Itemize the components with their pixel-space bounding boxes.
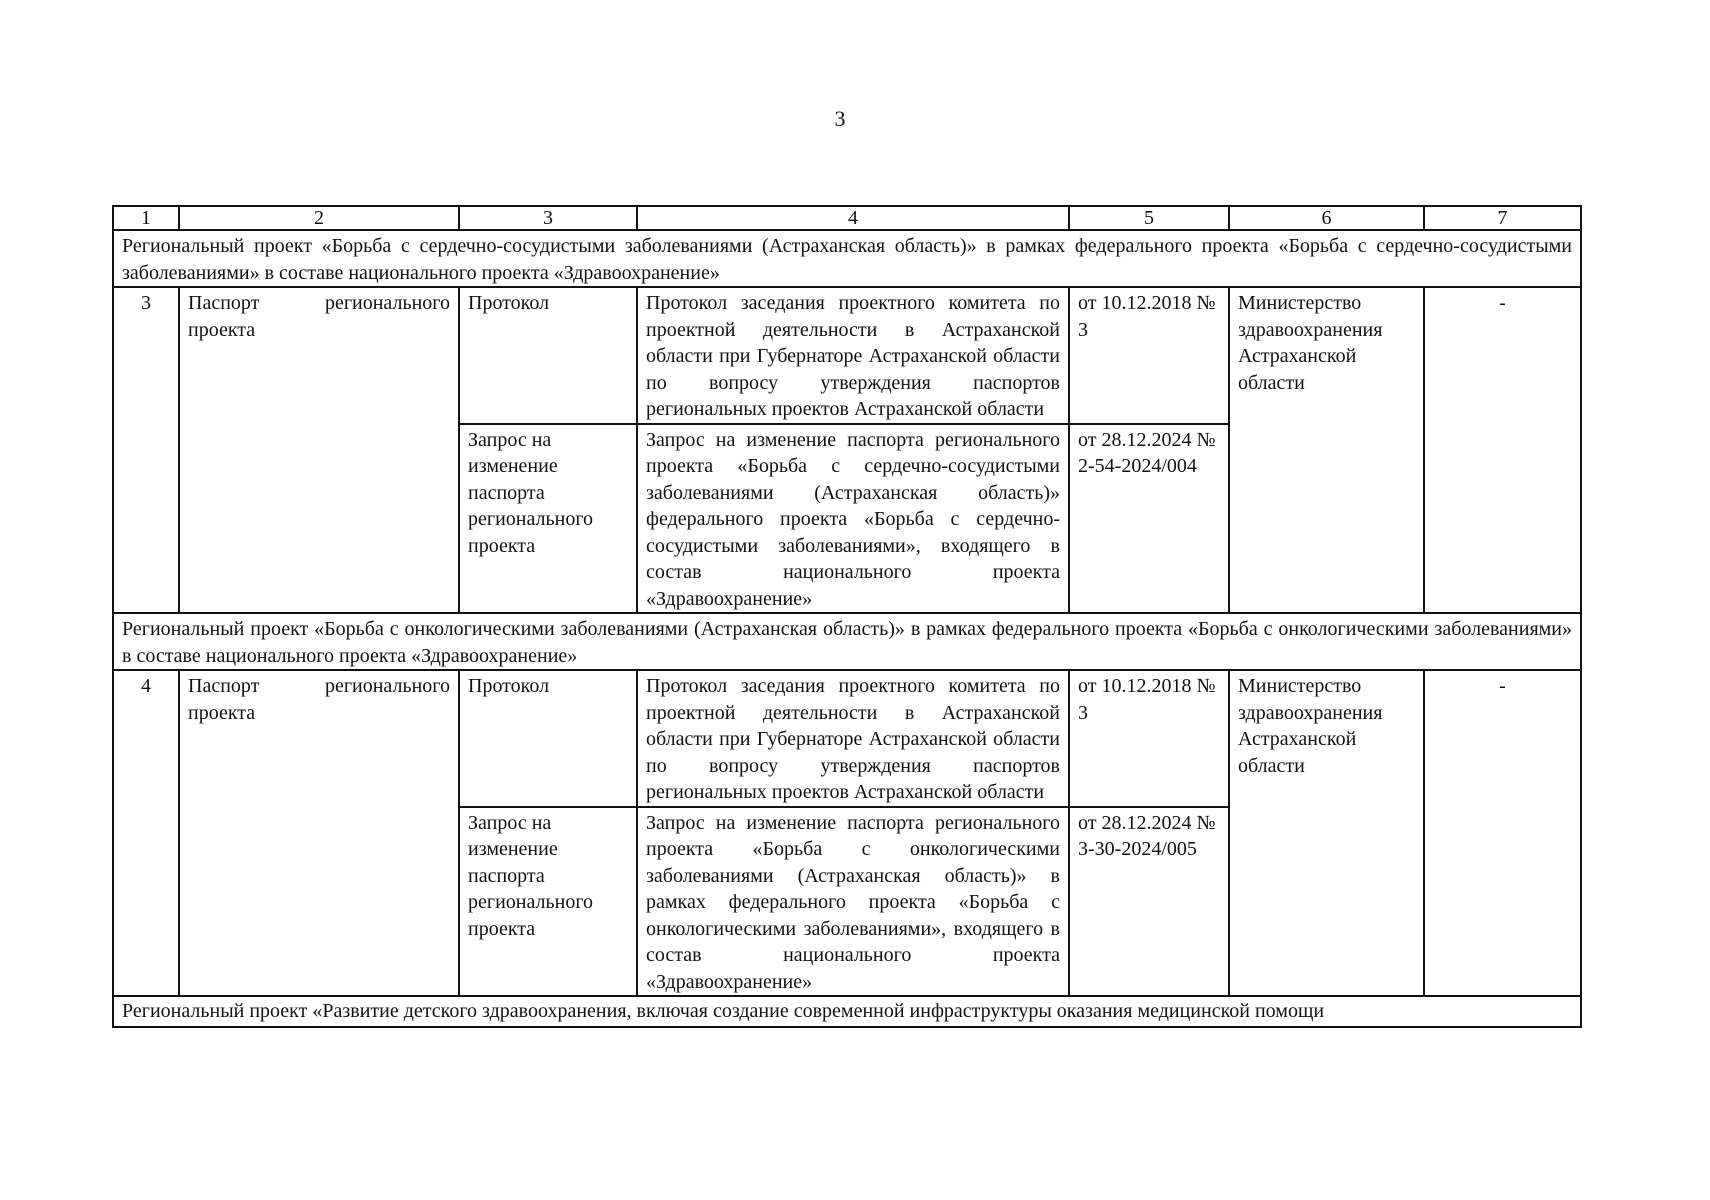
section-row <box>113 613 1581 670</box>
section-title: Региональный проект «Борьба с сердечно-сосудистыми заболеваниями (Астраханская область)» в рамках федерального проекта «Борьба с сердечно-сосудистыми заболеваниями» в составе национального проекта «Здравоохранение» <box>113 230 1581 287</box>
column-7-value: - <box>1424 287 1581 613</box>
section-title: Региональный проект «Борьба с онкологическими заболеваниями (Астраханская область)» в рамках федерального проекта «Борьба с онкологическими заболеваниями» в составе национального проекта «Здравоохранение» <box>113 613 1581 670</box>
document-description: Запрос на изменение паспорта регионального проекта «Борьба с онкологическими заболеваниями (Астраханская область)» в рамках федерального проекта «Борьба с онкологическими заболеваниями», входящего в состав национального проекта «Здравоохранение» <box>637 807 1069 997</box>
documents-table <box>112 205 1582 1028</box>
document-date: от 10.12.2018 № 3 <box>1069 287 1229 424</box>
document-type: Протокол <box>459 287 637 424</box>
responsible-organization: Министерство здравоохранения Астраханской области <box>1229 287 1424 613</box>
document-date: от 28.12.2024 № 3-30-2024/005 <box>1069 807 1229 997</box>
document-name: Паспорт регионального проекта <box>179 670 459 996</box>
document-date: от 10.12.2018 № 3 <box>1069 670 1229 807</box>
document-description: Протокол заседания проектного комитета по проектной деятельности в Астраханской области при Губернаторе Астраханской области по вопросу утверждения паспортов региональных проектов Астраханской области <box>637 287 1069 424</box>
document-description: Протокол заседания проектного комитета по проектной деятельности в Астраханской области при Губернаторе Астраханской области по вопросу утверждения паспортов региональных проектов Астраханской области <box>637 670 1069 807</box>
document-type: Запрос на изменение паспорта регионального проекта <box>459 424 637 614</box>
column-header: 5 <box>1069 206 1229 230</box>
row-number: 3 <box>113 287 179 613</box>
column-7-value: - <box>1424 670 1581 996</box>
table-row <box>113 287 1581 424</box>
row-number: 4 <box>113 670 179 996</box>
page-number: 3 <box>834 106 846 131</box>
column-header: 2 <box>179 206 459 230</box>
document-type: Протокол <box>459 670 637 807</box>
document-type: Запрос на изменение паспорта регионального проекта <box>459 807 637 997</box>
column-header: 6 <box>1229 206 1424 230</box>
document-name: Паспорт регионального проекта <box>179 287 459 613</box>
document-date: от 28.12.2024 № 2-54-2024/004 <box>1069 424 1229 614</box>
section-title: Региональный проект «Развитие детского здравоохранения, включая создание современной инфраструктуры оказания медицинской помощи <box>113 996 1581 1027</box>
section-row <box>113 230 1581 287</box>
column-header: 1 <box>113 206 179 230</box>
table-row <box>113 670 1581 807</box>
document-description: Запрос на изменение паспорта регионального проекта «Борьба с сердечно-сосудистыми заболеваниями (Астраханская область)» федерального проекта «Борьба с сердечно-сосудистыми заболеваниями», входящего в состав национального проекта «Здравоохранение» <box>637 424 1069 614</box>
section-row <box>113 996 1581 1027</box>
responsible-organization: Министерство здравоохранения Астраханской области <box>1229 670 1424 996</box>
table-header-row <box>113 206 1581 230</box>
column-header: 7 <box>1424 206 1581 230</box>
column-header: 3 <box>459 206 637 230</box>
column-header: 4 <box>637 206 1069 230</box>
